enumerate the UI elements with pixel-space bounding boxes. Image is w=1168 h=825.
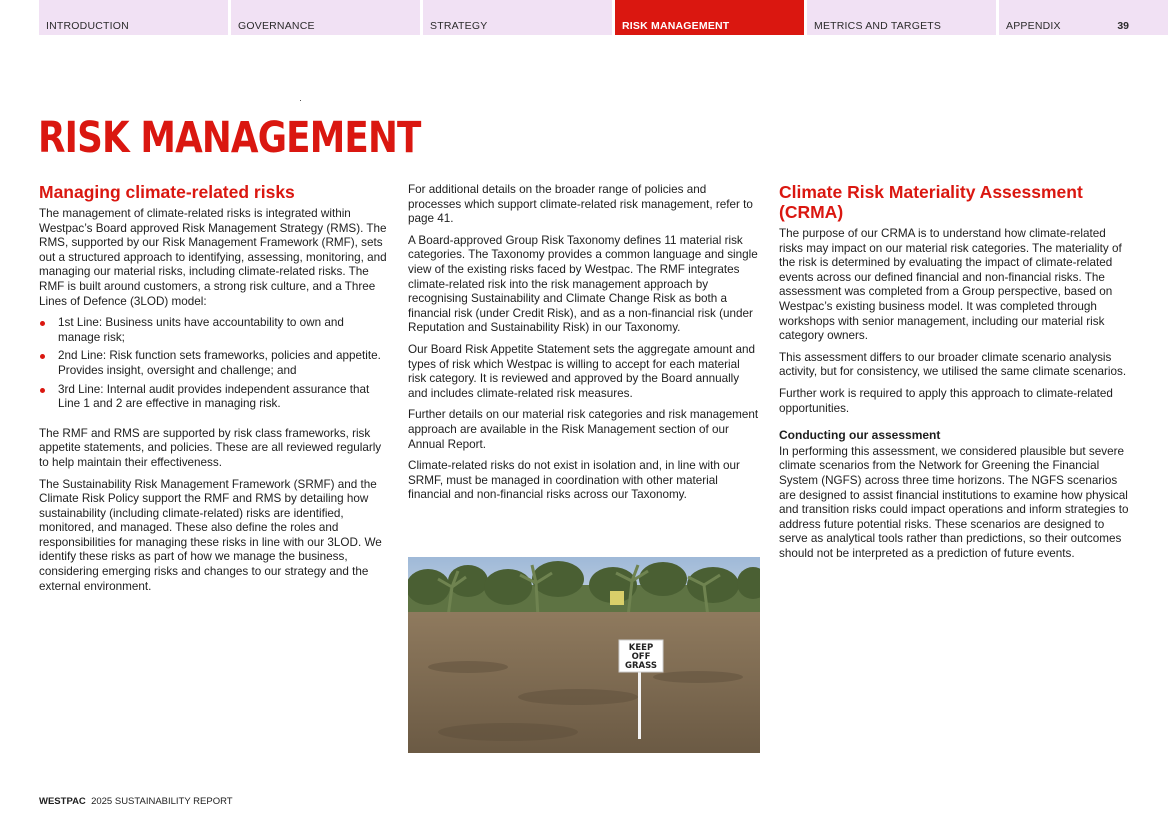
section-heading-managing: Managing climate-related risks [39, 182, 295, 202]
top-navigation [0, 0, 1168, 35]
column-taxonomy [408, 183, 760, 510]
paragraph: This assessment differs to our broader climate scenario analysis activity, but for consistency, we utilised the same climate scenarios. [779, 350, 1127, 379]
paragraph: A Board-approved Group Risk Taxonomy defines 11 material risk categories. The Taxonomy provides a common language and single view of the existing risks faced by Westpac. The RMF integrates climate-related risk into the risk management approach by recognising Sustainability and Climate Change Risk as both a financial risk (under Credit Risk), and as a non-financial risk (under Reputation and Sustainability Risk) in our Taxonomy. [408, 233, 758, 335]
bullet-dot [40, 354, 45, 359]
tab-risk-management[interactable]: RISK MANAGEMENT [615, 0, 804, 35]
paragraph: The management of climate-related risks is integrated within Westpac’s Board approved Risk Management Strategy (RMS). The RMS, supported by our Risk Management Framework (RMF), sets out a structured approach to identifying, assessing, monitoring, and managing our material risks, including climate-related risks. The RMF is built around customers, a strong risk culture, and a Three Lines of Defence (3LOD) model: [39, 207, 387, 308]
paragraph: Further details on our material risk categories and risk management approach are available in the Risk Management section of our Annual Report. [408, 408, 759, 451]
stray-mark [300, 100, 301, 101]
paragraph: For additional details on the broader range of policies and processes which support climate-related risk management, refer to page 41. [408, 183, 753, 226]
footer-report: 2025 SUSTAINABILITY REPORT [91, 796, 233, 807]
list-item-text: 1st Line: Business units have accountability to own and manage risk; [58, 316, 344, 344]
column-crma [779, 182, 1131, 568]
list-item [39, 383, 389, 412]
list-item [39, 316, 389, 345]
list-item-text: 2nd Line: Risk function sets frameworks, policies and appetite. Provides insight, oversight and challenge; and [58, 349, 381, 377]
paragraph: Our Board Risk Appetite Statement sets the aggregate amount and types of risk which Westpac is willing to accept for each material risk category. It is reviewed and approved by the Board annually and includes climate-related risk measures. [408, 342, 755, 400]
sign-line-3: GRASS [625, 661, 657, 671]
paragraph: The purpose of our CRMA is to understand how climate-related risks may impact on our material risk categories. The materiality of the risk is determined by evaluating the impact of climate-related events across our defined financial and non-financial risks. The assessment was completed from a Group perspective, based on Westpac’s existing business model. It was completed through workshops with senior management, including our material risk category owners. [779, 227, 1122, 343]
subheading-conducting: Conducting our assessment [779, 428, 941, 443]
footer-brand: WESTPAC [39, 796, 86, 807]
keep-off-grass-photo [408, 557, 760, 753]
tab-appendix-label: APPENDIX [1006, 20, 1061, 32]
tab-metrics-and-targets[interactable]: METRICS AND TARGETS [807, 0, 996, 35]
bullet-dot [40, 321, 45, 326]
page-title: RISK MANAGEMENT [38, 113, 421, 163]
lod-list [39, 316, 389, 412]
sign-line-2: OFF [631, 652, 651, 662]
paragraph: The RMF and RMS are supported by risk class frameworks, risk appetite statements, and policies. These are all reviewed regularly to help maintain their effectiveness. [39, 426, 382, 469]
list-item [39, 349, 389, 378]
tab-introduction[interactable]: INTRODUCTION [39, 0, 228, 35]
list-item-text: 3rd Line: Internal audit provides independent assurance that Line 1 and 2 are effective in managing risk. [58, 382, 370, 411]
paragraph: In performing this assessment, we considered plausible but severe climate scenarios from the Network for Greening the Financial System (NGFS) across three time horizons. The NGFS scenarios are designed to assist financial institutions to examine how physical and transition risks could impact operations and inform strategies to address future potential risks. These scenarios are designed to serve as analytical tools rather than predictions, so their outcomes should not be interpreted as a prediction of future events. [779, 444, 1129, 560]
tab-strategy[interactable]: STRATEGY [423, 0, 612, 35]
column-managing-risks [39, 182, 389, 601]
paragraph: The Sustainability Risk Management Framework (SRMF) and the Climate Risk Policy support the RMF and RMS by detailing how sustainability (including climate-related) risks are identified, monitored, and managed. These also define the roles and responsibilities for managing these risks in line with our 3LOD. We identify these risks as part of how we manage the business, considering emerging risks and changes to our strategy and the external environment. [39, 477, 382, 593]
sign-line-1: KEEP [628, 643, 654, 653]
bullet-dot [40, 388, 45, 393]
footer [39, 796, 233, 807]
page-number: 39 [1117, 20, 1129, 32]
paragraph: Further work is required to apply this approach to climate-related opportunities. [779, 386, 1113, 415]
tab-appendix[interactable] [999, 0, 1168, 35]
tab-governance[interactable]: GOVERNANCE [231, 0, 420, 35]
photo-illustration [408, 557, 760, 753]
section-heading-crma: Climate Risk Materiality Assessment (CRMA) [779, 182, 1083, 222]
paragraph: Climate-related risks do not exist in isolation and, in line with our SRMF, must be managed in coordination with other material financial and non-financial risks across our Taxonomy. [408, 459, 740, 502]
